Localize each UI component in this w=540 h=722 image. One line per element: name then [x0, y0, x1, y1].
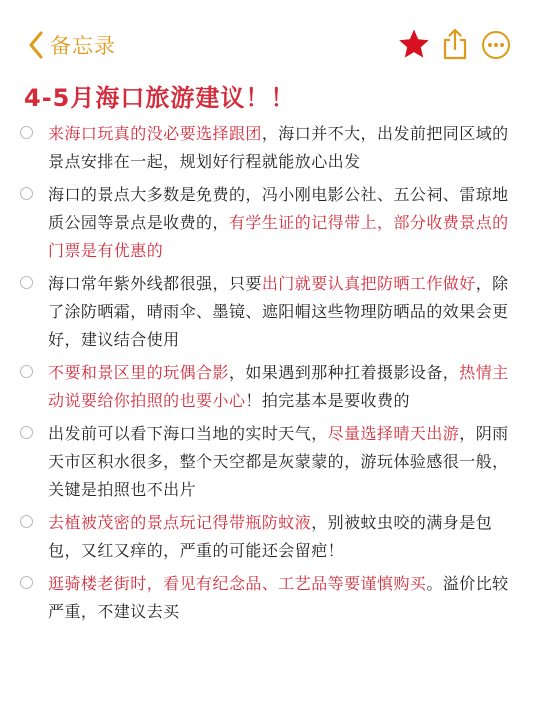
highlight-text: 有学生证的记得带上，部分收费景点的门票是有优惠的	[48, 213, 509, 260]
item-text	[48, 509, 520, 565]
checklist-item	[0, 270, 540, 354]
more-icon[interactable]	[481, 30, 511, 60]
plain-text: ，阴雨天市区积水很多，整个天空都是灰蒙蒙的，游玩体验感很一般，关键是拍照也不出片	[48, 424, 509, 499]
back-button[interactable]	[28, 28, 116, 62]
checkbox-circle[interactable]	[20, 365, 33, 378]
checkbox-circle[interactable]	[20, 426, 33, 439]
plain-text: 海口的景点大多数是免费的，冯小刚电影公社、五公祠、雷琼地质公园等景点是收费的，	[48, 185, 509, 232]
checkbox-circle[interactable]	[20, 276, 33, 289]
plain-text: 出发前可以看下海口当地的实时天气，	[48, 424, 328, 443]
share-icon[interactable]	[442, 28, 468, 60]
item-text	[48, 181, 520, 265]
back-label: 备忘录	[50, 34, 116, 58]
highlight-text: 出门就要认真把防晒工作做好	[261, 274, 476, 293]
chevron-left-icon	[28, 30, 44, 60]
item-text	[48, 270, 520, 354]
plain-text: ！拍完基本是要收费的	[245, 391, 410, 410]
checklist-item	[0, 359, 540, 415]
item-text	[48, 359, 520, 415]
checklist-item	[0, 420, 540, 504]
highlight-text: 去植被茂密的景点玩记得带瓶防蚊液	[48, 513, 312, 532]
highlight-text: 热情主动说要给你拍照的也要小心	[48, 363, 509, 410]
nav-bar	[0, 0, 540, 78]
item-text	[48, 420, 520, 504]
item-text	[48, 570, 520, 626]
highlight-text: 尽量选择晴天出游	[327, 424, 460, 443]
highlight-text: 不要和景区里的玩偶合影	[48, 363, 229, 382]
checklist-item	[0, 509, 540, 565]
star-icon[interactable]	[397, 28, 431, 60]
checkbox-circle[interactable]	[20, 576, 33, 589]
note-title: 4-5月海口旅游建议！！	[24, 84, 296, 112]
plain-text: ，如果遇到那种扛着摄影设备，	[228, 363, 460, 382]
checklist-item	[0, 570, 540, 626]
checklist-item	[0, 181, 540, 265]
checklist	[0, 120, 540, 631]
checklist-item	[0, 120, 540, 176]
plain-text: ，除了涂防晒霜，晴雨伞、墨镜、遮阳帽这些物理防晒品的效果会更好，建议结合使用	[48, 274, 509, 349]
plain-text: ，海口并不大，出发前把同区域的景点安排在一起，规划好行程就能放心出发	[48, 124, 509, 171]
plain-text: 海口常年紫外线都很强，只要	[48, 274, 262, 293]
highlight-text: 来海口玩真的没必要选择跟团	[48, 124, 262, 143]
item-text	[48, 120, 520, 176]
checkbox-circle[interactable]	[20, 126, 33, 139]
checkbox-circle[interactable]	[20, 187, 33, 200]
plain-text: 。溢价比较严重，不建议去买	[48, 574, 509, 621]
highlight-text: 逛骑楼老街时，看见有纪念品、工艺品等要谨慎购买	[48, 574, 427, 593]
checkbox-circle[interactable]	[20, 515, 33, 528]
plain-text: ，别被蚊虫咬的满身是包包，又红又痒的，严重的可能还会留疤！	[48, 513, 493, 560]
